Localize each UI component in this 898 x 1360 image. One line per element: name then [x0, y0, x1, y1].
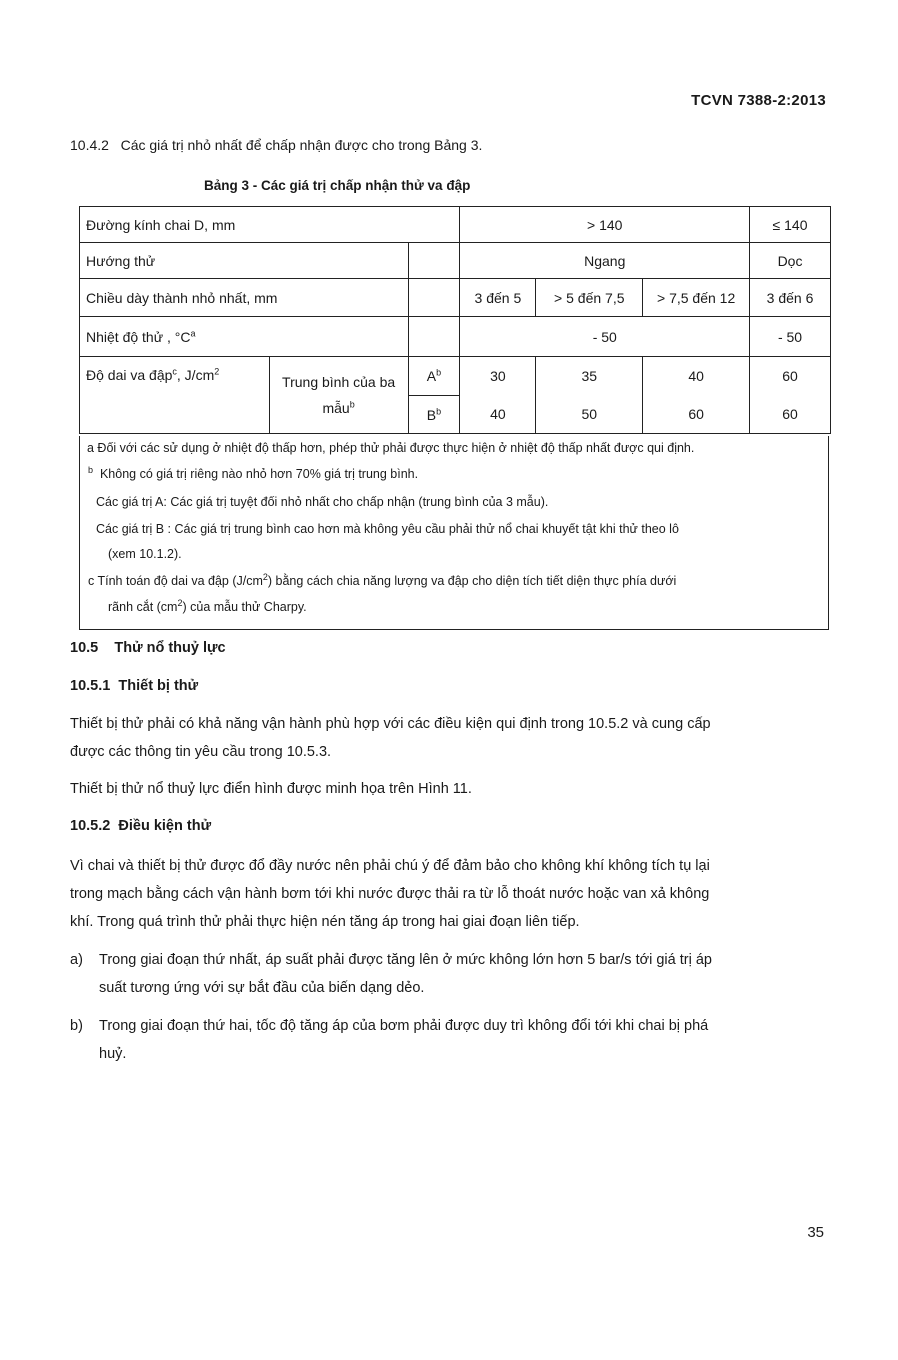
row-b-v3: 60 — [643, 396, 750, 434]
table-row — [80, 207, 831, 243]
impact-table — [79, 206, 831, 434]
row-a-v1: 30 — [460, 357, 536, 396]
table-row — [80, 317, 831, 357]
row-b-label: $B^b$ — [408, 396, 460, 434]
list-item-a: a) Trong giai đoạn thứ nhất, áp suất phải được tăng lên ở mức không lớn hơn 5 bar/s tới giá trị áp suất tương ứng với sự bắt đầu của biến dạng dẻo. — [70, 952, 712, 996]
table-row — [80, 243, 831, 279]
row-b-v2: 50 — [536, 396, 643, 434]
empty-cell — [408, 279, 460, 317]
temperature-value-vertical: - 50 — [750, 317, 831, 357]
note-b: $^b$ Không có giá trị riêng nào nhỏ hơn 70% giá trị trung bình. — [88, 464, 419, 481]
row-a-v4: 60 — [750, 357, 831, 396]
list-item-b: b) Trong giai đoạn thứ hai, tốc độ tăng áp của bơm phải được duy trì không đổi tới khi chai bị phá huỷ. — [70, 1018, 709, 1062]
note-values-b-ref: (xem 10.1.2). — [108, 547, 182, 561]
row-a-v3: 40 — [643, 357, 750, 396]
temperature-label: Nhiệt độ thử , $^\circ C^a$ — [80, 317, 409, 357]
note-c-line1: c Tính toán độ dai va đập $(J/cm^2)$ bằng cách chia năng lượng va đập cho diện tích tiết diện thực phía dưới — [88, 571, 677, 588]
direction-vertical: Dọc — [750, 243, 831, 279]
page-number: 35 — [807, 1224, 824, 1241]
row-a-label: $A^b$ — [408, 357, 460, 396]
empty-cell — [408, 243, 460, 279]
thickness-c1: 3 đến 5 — [460, 279, 536, 317]
direction-horizontal: Ngang — [460, 243, 750, 279]
intro-line — [70, 131, 482, 159]
section-10-5-heading: 10.5 Thử nổ thuỷ lực — [70, 640, 226, 656]
empty-cell — [408, 317, 460, 357]
note-values-a: Các giá trị A: Các giá trị tuyệt đối nhỏ nhất cho chấp nhận (trung bình của 3 mẫu). — [96, 495, 549, 509]
direction-label: Hướng thử — [80, 243, 409, 279]
table-caption: Bảng 3 - Các giá trị chấp nhận thử va đập — [204, 178, 471, 193]
diameter-le-140: ≤ 140 — [750, 207, 831, 243]
note-values-b: Các giá trị B : Các giá trị trung bình cao hơn mà không yêu cầu phải thử nổ chai khuyết tật khi thử theo lô — [96, 522, 679, 536]
note-c-line2: rãnh cắt $(cm^2)$ của mẫu thử Charpy. — [108, 597, 307, 614]
table-row — [80, 357, 831, 396]
temperature-value-horizontal: - 50 — [460, 317, 750, 357]
paragraph-conditions: Vì chai và thiết bị thử được đổ đầy nước nên phải chú ý để đảm bảo cho không khí không tích tụ lại trong mạch bằng cách vận hành bơm tới khi nước được thải ra từ lỗ thoát nước hoặc van xả không khí. Trong quá trình thử phải thực hiện nén tăng áp trong hai giai đoạn liên tiếp. — [70, 858, 710, 930]
paragraph-equipment: Thiết bị thử phải có khả năng vận hành phù hợp với các điều kiện qui định trong 10.5.2 và cung cấp được các thông tin yêu cầu trong 10.5.3. — [70, 716, 711, 760]
thickness-c2: > 5 đến 7,5 — [536, 279, 643, 317]
note-a: a Đối với các sử dụng ở nhiệt độ thấp hơn, phép thử phải được thực hiện ở nhiệt độ thấp nhất được qui định. — [87, 441, 695, 455]
section-10-5-1-heading: 10.5.1 Thiết bị thử — [70, 678, 199, 694]
row-b-v4: 60 — [750, 396, 831, 434]
paragraph-illustration: Thiết bị thử nổ thuỷ lực điển hình được minh họa trên Hình 11. — [70, 781, 472, 797]
thickness-label: Chiều dày thành nhỏ nhất, mm — [80, 279, 409, 317]
toughness-label: Độ dai va đập$^c$, $J/cm^2$ — [80, 357, 270, 434]
average-three-samples: Trung bình của ba mẫu$^b$ — [269, 357, 408, 434]
row-b-v1: 40 — [460, 396, 536, 434]
table-row — [80, 279, 831, 317]
intro-text: Các giá trị nhỏ nhất để chấp nhận được cho trong Bảng 3. — [120, 137, 483, 153]
thickness-c4: 3 đến 6 — [750, 279, 831, 317]
table-notes — [79, 436, 829, 630]
diameter-label: Đường kính chai D, mm — [80, 207, 460, 243]
intro-number: 10.4.2 — [70, 137, 109, 153]
section-10-5-2-heading: 10.5.2 Điều kiện thử — [70, 818, 212, 834]
thickness-c3: > 7,5 đến 12 — [643, 279, 750, 317]
standard-header: TCVN 7388-2:2013 — [691, 92, 826, 109]
diameter-gt-140: > 140 — [460, 207, 750, 243]
row-a-v2: 35 — [536, 357, 643, 396]
